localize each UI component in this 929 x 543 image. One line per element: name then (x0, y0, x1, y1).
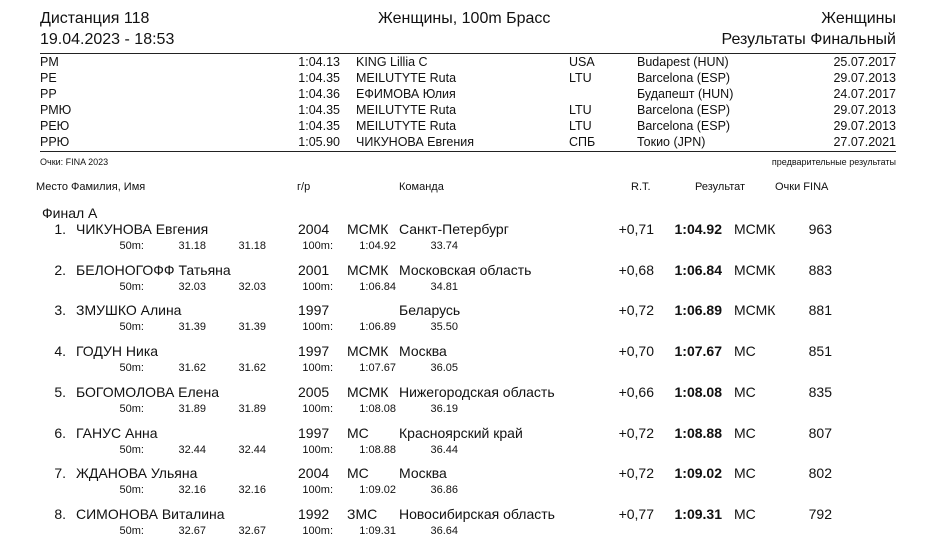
result-team: Красноярский край (399, 424, 523, 441)
record-code: РМЮ (40, 103, 72, 117)
split-s100lbl: 100m: (302, 484, 333, 497)
split-s100b: 33.74 (430, 240, 458, 252)
split-s50b: 32.44 (238, 443, 266, 456)
result-time: 1:08.08 (674, 383, 722, 400)
result-rt: +0,77 (618, 505, 654, 522)
split-s50b: 31.62 (238, 362, 266, 375)
result-place: 7. (54, 465, 66, 482)
points-note: Очки: FINA 2023 (40, 157, 109, 167)
col-points: Очки FINA (775, 181, 829, 193)
split-s50lbl: 50m: (119, 362, 144, 375)
datetime: 19.04.2023 - 18:53 (40, 31, 175, 48)
result-name: ЖДАНОВА Ульяна (76, 465, 198, 482)
split-s100b: 35.50 (430, 321, 458, 334)
record-date: 29.07.2013 (833, 119, 896, 133)
split-s100: 1:07.67 (359, 362, 396, 375)
split-s100b: 34.81 (430, 280, 458, 293)
result-rt: +0,72 (618, 302, 654, 319)
split-s50: 32.44 (178, 443, 206, 456)
result-yob: 2005 (298, 383, 330, 400)
result-pts: 851 (808, 343, 832, 360)
split-s100: 1:08.88 (359, 443, 396, 456)
record-date: 29.07.2013 (833, 103, 896, 117)
split-s100lbl: 100m: (302, 280, 333, 293)
result-time: 1:04.92 (674, 221, 722, 237)
result-std: МСМК (734, 261, 776, 278)
split-s50: 32.16 (178, 484, 206, 497)
result-std: МС (734, 424, 756, 441)
preliminary-note: предварительные результаты (771, 157, 896, 167)
result-place: 8. (54, 505, 66, 522)
result-rank: МСМК (347, 221, 389, 237)
result-place: 2. (54, 261, 66, 278)
split-s100b: 36.86 (430, 484, 458, 497)
result-std: МСМК (734, 221, 776, 237)
result-std: МС (734, 343, 756, 360)
split-s50b: 32.03 (238, 280, 266, 293)
split-s100: 1:08.08 (359, 402, 396, 415)
result-time: 1:09.31 (674, 505, 722, 522)
record-code: PP (40, 87, 57, 101)
record-time: 1:04.35 (298, 119, 340, 133)
result-time: 1:06.89 (674, 302, 722, 319)
split-s50: 32.03 (178, 280, 206, 293)
record-country: LTU (569, 71, 592, 85)
result-name: БЕЛОНОГОФФ Татьяна (76, 261, 231, 278)
record-code: РЕЮ (40, 119, 70, 133)
result-pts: 963 (808, 221, 832, 237)
result-yob: 1997 (298, 343, 330, 360)
split-s50b: 31.89 (238, 402, 266, 415)
split-s100lbl: 100m: (302, 321, 333, 334)
split-s100: 1:06.89 (359, 321, 396, 334)
split-s100b: 36.19 (430, 402, 458, 415)
result-rt: +0,70 (618, 343, 654, 360)
records-divider (40, 151, 896, 152)
split-s50: 31.89 (178, 402, 206, 415)
gender-label: Женщины (821, 10, 896, 27)
result-team: Москва (399, 465, 447, 482)
result-place: 5. (54, 383, 66, 400)
record-place: Barcelona (ESP) (637, 71, 731, 85)
split-s100lbl: 100m: (302, 402, 333, 415)
result-place: 3. (54, 302, 66, 319)
result-yob: 1997 (298, 424, 330, 441)
record-name: MEILUTYTE Ruta (356, 103, 457, 117)
split-s100b: 36.05 (430, 362, 458, 375)
result-std: МС (734, 505, 756, 522)
col-result: Результат (695, 181, 746, 193)
result-time: 1:07.67 (674, 343, 722, 360)
result-rank: МСМК (347, 261, 389, 278)
header-divider (40, 53, 896, 54)
result-place: 4. (54, 343, 66, 360)
record-time: 1:04.36 (298, 87, 340, 101)
record-name: MEILUTYTE Ruta (356, 71, 457, 85)
result-rank: МС (347, 465, 369, 482)
record-place: Budapest (HUN) (637, 55, 729, 69)
split-s100: 1:09.02 (359, 484, 396, 497)
record-code: PM (40, 55, 59, 69)
split-s100lbl: 100m: (302, 362, 333, 375)
result-rank: МС (347, 424, 369, 441)
record-place: Токио (JPN) (637, 135, 706, 149)
split-s50lbl: 50m: (119, 484, 144, 497)
record-name: KING Lillia C (356, 55, 428, 69)
result-std: МС (734, 465, 756, 482)
result-rt: +0,68 (618, 261, 654, 278)
result-team: Беларусь (399, 302, 461, 319)
record-time: 1:04.35 (298, 103, 340, 117)
result-rank: МСМК (347, 343, 389, 360)
result-pts: 883 (808, 261, 832, 278)
record-country: LTU (569, 103, 592, 117)
result-std: МС (734, 383, 756, 400)
result-pts: 807 (808, 424, 832, 441)
result-yob: 1992 (298, 505, 330, 522)
split-s50: 31.62 (178, 362, 206, 375)
record-name: ЕФИМОВА Юлия (356, 87, 456, 101)
split-s50lbl: 50m: (119, 321, 144, 334)
final-label: Финал А (42, 205, 98, 221)
split-s50lbl: 50m: (119, 443, 144, 456)
record-country: USA (569, 55, 595, 69)
col-team: Команда (399, 181, 444, 193)
record-code: PE (40, 71, 57, 85)
record-time: 1:04.13 (298, 55, 340, 69)
result-team: Новосибирская область (399, 505, 555, 522)
result-time: 1:08.88 (674, 424, 722, 441)
record-date: 27.07.2021 (833, 135, 896, 149)
split-s100: 1:04.92 (359, 240, 396, 252)
split-s50lbl: 50m: (119, 280, 144, 293)
split-s50: 32.67 (178, 524, 206, 537)
split-s100: 1:09.31 (359, 524, 396, 537)
split-s100b: 36.64 (430, 524, 458, 537)
col-place-name: Место Фамилия, Имя (36, 181, 146, 193)
result-name: БОГОМОЛОВА Елена (76, 383, 219, 400)
result-pts: 792 (808, 505, 832, 522)
split-s50lbl: 50m: (119, 524, 144, 537)
result-rank: ЗМС (347, 505, 378, 522)
result-time: 1:09.02 (674, 465, 722, 482)
record-code: РРЮ (40, 135, 70, 149)
split-s50b: 31.18 (238, 240, 266, 252)
record-time: 1:04.35 (298, 71, 340, 85)
result-pts: 881 (808, 302, 832, 319)
record-name: ЧИКУНОВА Евгения (356, 135, 475, 149)
page-title: Женщины, 100m Брасс (378, 10, 551, 27)
record-place: Будапешт (HUN) (637, 87, 734, 101)
record-country: LTU (569, 119, 592, 133)
split-s100: 1:06.84 (359, 280, 396, 293)
split-s50b: 32.67 (238, 524, 266, 537)
result-yob: 2001 (298, 261, 330, 278)
record-place: Barcelona (ESP) (637, 103, 731, 117)
result-name: ЗМУШКО Алина (76, 302, 182, 319)
split-s100b: 36.44 (430, 443, 458, 456)
result-team: Санкт-Петербург (399, 221, 509, 237)
record-place: Barcelona (ESP) (637, 119, 731, 133)
split-s100lbl: 100m: (302, 240, 333, 252)
result-rt: +0,72 (618, 465, 654, 482)
result-yob: 1997 (298, 302, 330, 319)
split-s50: 31.39 (178, 321, 206, 334)
result-team: Московская область (399, 261, 532, 278)
record-time: 1:05.90 (298, 135, 340, 149)
record-country: СПБ (569, 135, 596, 149)
split-s100lbl: 100m: (302, 524, 333, 537)
event-label: Дистанция 118 (40, 10, 150, 27)
result-name: ГОДУН Ника (76, 343, 159, 360)
result-place: 1. (54, 221, 66, 237)
result-name: ГАНУС Анна (76, 424, 158, 441)
result-name: СИМОНОВА Виталина (76, 505, 225, 522)
record-name: MEILUTYTE Ruta (356, 119, 457, 133)
result-yob: 2004 (298, 221, 330, 237)
split-s50b: 32.16 (238, 484, 266, 497)
record-date: 29.07.2013 (833, 71, 896, 85)
record-date: 24.07.2017 (833, 87, 896, 101)
result-rank: МСМК (347, 383, 389, 400)
result-time: 1:06.84 (674, 261, 722, 278)
split-s50b: 31.39 (238, 321, 266, 334)
result-rt: +0,66 (618, 383, 654, 400)
split-s50lbl: 50m: (119, 240, 144, 252)
split-s50lbl: 50m: (119, 402, 144, 415)
result-rt: +0,72 (618, 424, 654, 441)
split-s50: 31.18 (178, 240, 206, 252)
result-pts: 802 (808, 465, 832, 482)
result-std: МСМК (734, 302, 776, 319)
result-place: 6. (54, 424, 66, 441)
result-name: ЧИКУНОВА Евгения (76, 221, 209, 237)
result-rt: +0,71 (618, 221, 654, 237)
result-yob: 2004 (298, 465, 330, 482)
result-team: Нижегородская область (399, 383, 555, 400)
col-rt: R.T. (631, 181, 651, 193)
results-type: Результаты Финальный (721, 31, 896, 48)
split-s100lbl: 100m: (302, 443, 333, 456)
result-team: Москва (399, 343, 447, 360)
record-date: 25.07.2017 (833, 55, 896, 69)
result-pts: 835 (808, 383, 832, 400)
col-yob: г/р (297, 181, 311, 193)
